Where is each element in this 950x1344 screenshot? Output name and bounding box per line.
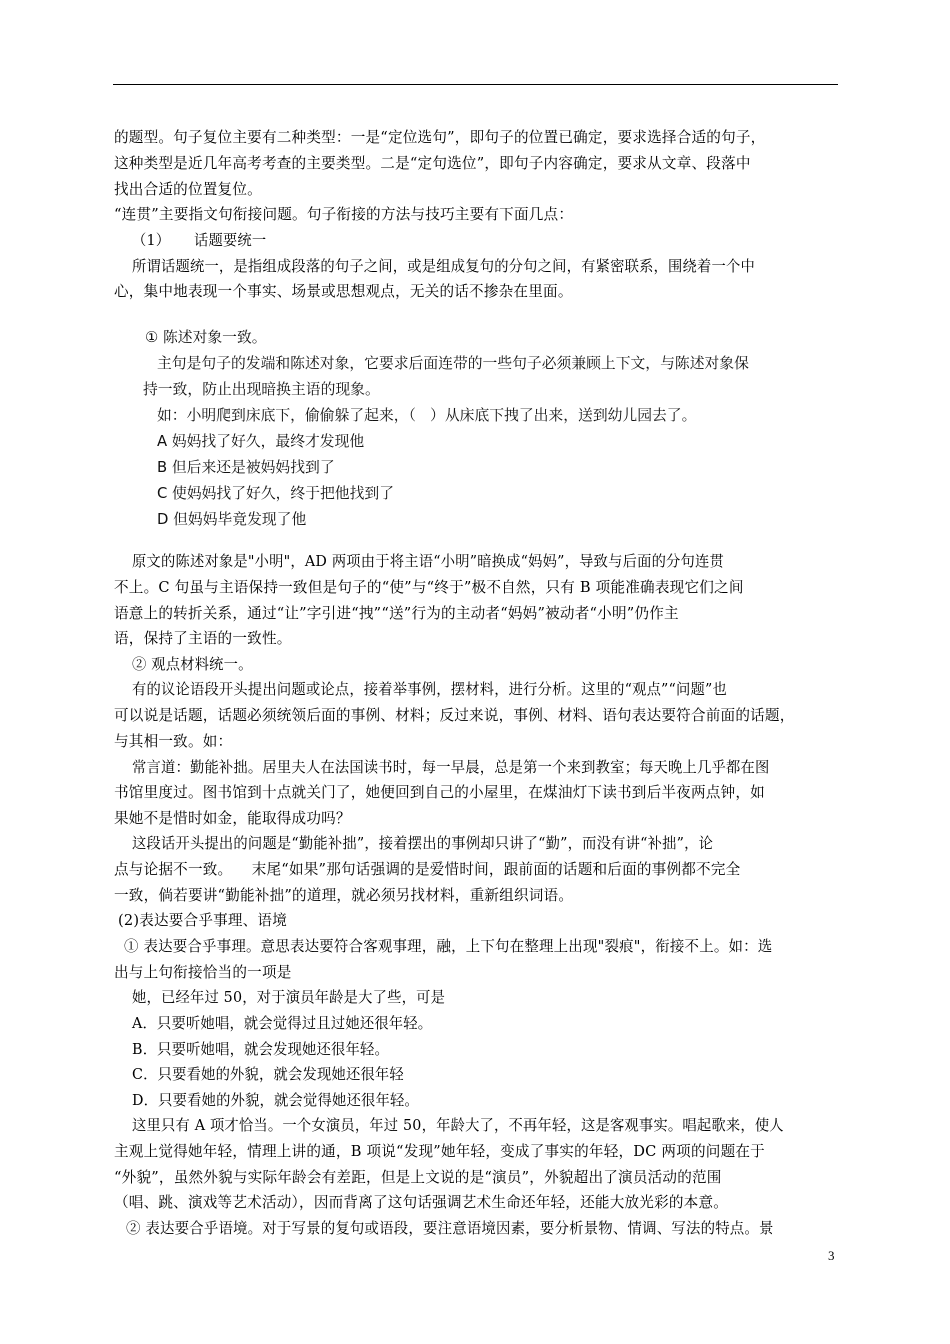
text-line: 所谓话题统一，是指组成段落的句子之间，或是组成复句的分句之间，有紧密联系，围绕着一个中 [132, 258, 755, 275]
option-line: A．只要听她唱，就会觉得过且过她还很年轻。 [132, 1015, 433, 1032]
text-line: 点与论据不一致。 末尾“如果”那句话强调的是爱惜时间，跟前面的话题和后面的事例都不完全 [114, 861, 741, 878]
text-line: 常言道：勤能补拙。居里夫人在法国读书时，每一早晨，总是第一个来到教室；每天晚上几乎都在图 [132, 759, 770, 776]
image-option: D 但妈妈毕竟发现了他 [157, 511, 307, 528]
text-line: 果她不是惜时如金，能取得成功吗？ [114, 810, 351, 827]
example-image-block [145, 318, 845, 533]
text-line: 找出合适的位置复位。 [114, 181, 262, 198]
section-heading: （1） 话题要统一 [132, 232, 267, 249]
image-option: B 但后来还是被妈妈找到了 [157, 459, 335, 476]
text-line: 语，保持了主语的一致性。 [114, 630, 292, 647]
text-line: 语意上的转折关系，通过“让”字引进“拽”“送”行为的主动者“妈妈”被动者“小明”仍作主 [114, 605, 679, 622]
text-line: “外貌”，虽然外貌与实际年龄会有差距，但是上文说的是“演员”，外貌超出了演员活动的范围 [114, 1169, 722, 1186]
option-line: C．只要看她的外貌，就会发现她还很年轻 [132, 1066, 404, 1083]
text-line: 出与上句衔接恰当的一项是 [114, 964, 292, 981]
text-line: 与其相一致。如： [114, 733, 233, 750]
section-heading: ② 观点材料统一。 [132, 656, 253, 673]
option-line: B．只要听她唱，就会发现她还很年轻。 [132, 1041, 389, 1058]
text-line: 她，已经年过 50，对于演员年龄是大了些，可是 [132, 989, 446, 1006]
text-line: 原文的陈述对象是"小明"，AD 两项由于将主语“小明”暗换成“妈妈”，导致与后面的分句连贯 [132, 553, 725, 570]
image-heading: ① 陈述对象一致。 [145, 329, 267, 346]
image-example: 如：小明爬到床底下，偷偷躲了起来，（ ）从床底下拽了出来，送到幼儿园去了。 [157, 407, 697, 424]
text-line: 可以说是话题，话题必须统领后面的事例、材料；反过来说，事例、材料、语句表达要符合前面的话题， [114, 707, 795, 724]
text-line: （唱、跳、演戏等艺术活动），因而背离了这句话强调艺术生命还年轻，还能大放光彩的本意。 [114, 1194, 729, 1211]
text-line: ① 表达要合乎事理。意思表达要符合客观事理，融，上下句在整理上出现"裂痕"，衔接不上。如：选 [124, 938, 773, 955]
image-option: A 妈妈找了好久，最终才发现他 [157, 433, 365, 450]
section-heading: (2)表达要合乎事理、语境 [118, 912, 287, 929]
text-line: 心，集中地表现一个事实、场景或思想观点，无关的话不掺杂在里面。 [114, 283, 573, 300]
option-line: D．只要看她的外貌，就会觉得她还很年轻。 [132, 1092, 419, 1109]
text-line: 这里只有 A 项才恰当。一个女演员，年过 50，年龄大了，不再年轻，这是客观事实。唱起歌来，使人 [132, 1117, 784, 1134]
image-line: 主句是句子的发端和陈述对象，它要求后面连带的一些句子必须兼顾上下文，与陈述对象保 [157, 355, 749, 372]
text-line: “连贯”主要指文句衔接问题。句子衔接的方法与技巧主要有下面几点： [114, 206, 574, 223]
text-line: 这种类型是近几年高考考查的主要类型。二是“定句选位”，即句子内容确定，要求从文章、段落中 [114, 155, 751, 172]
image-option: C 使妈妈找了好久，终于把他找到了 [157, 485, 394, 502]
header-rule [113, 84, 838, 85]
text-line: 书馆里度过。图书馆到十点就关门了，她便回到自己的小屋里，在煤油灯下读书到后半夜两点钟，如 [114, 784, 765, 801]
text-line: 有的议论语段开头提出问题或论点，接着举事例，摆材料，进行分析。这里的“观点”“问题”也 [132, 681, 728, 698]
page-number: 3 [828, 1248, 835, 1263]
text-line: 一致，倘若要讲“勤能补拙”的道理，就必须另找材料，重新组织词语。 [114, 887, 574, 904]
text-line: ② 表达要合乎语境。对于写景的复句或语段，要注意语境因素，要分析景物、情调、写法的特点。景 [126, 1220, 774, 1237]
text-line: 这段话开头提出的问题是“勤能补拙”，接着摆出的事例却只讲了“勤”，而没有讲“补拙”，论 [132, 835, 714, 852]
text-line: 主观上觉得她年轻，情理上讲的通，B 项说“发现”她年轻，变成了事实的年轻，DC 两项的问题在于 [114, 1143, 765, 1160]
text-line: 不上。C 句虽与主语保持一致但是句子的“使”与“终于”极不自然，只有 B 项能准确表现它们之间 [114, 579, 744, 596]
image-line: 持一致，防止出现暗换主语的现象。 [143, 381, 380, 398]
text-line: 的题型。句子复位主要有二种类型：一是“定位选句”，即句子的位置已确定，要求选择合适的句子， [114, 129, 766, 146]
